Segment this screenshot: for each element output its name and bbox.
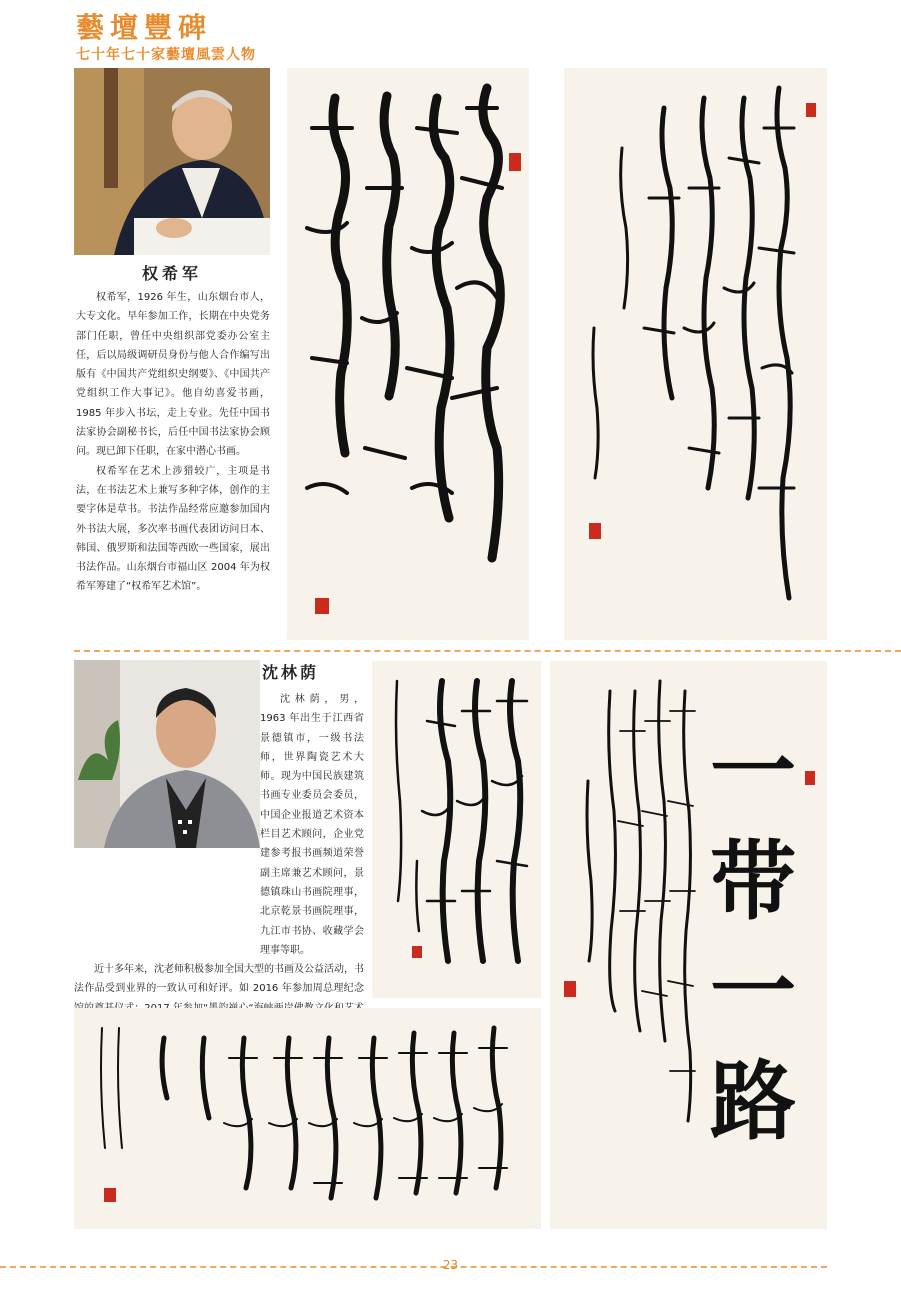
- big-character: 带: [710, 831, 796, 932]
- calligraphy-artwork-2: [564, 68, 827, 640]
- calligraphy-artwork-5: [74, 1008, 541, 1229]
- calligraphy-artwork-1: [287, 68, 529, 640]
- big-character: 路: [710, 1051, 796, 1152]
- big-character: 一: [710, 721, 796, 822]
- artist1-name: 权希军: [141, 264, 202, 283]
- artist2-bio-paragraph: 近十多年来，沈老师积极参加全国大型的书画及公益活动，书法作品受到业界的一致认可和好评。如 2016 年参加周总理纪念: [74, 964, 364, 995]
- artist1-bio-paragraph: 权希军，1926 年生，山东烟台市人，大专文化。早年参加工作，长期在中央党务部门任职，曾任中央组织部党委办公室主任，后以局级调研员身份与他人合作编写出版有《中国共产党组织史纲要》、《中国共产党组织工作大事记》。他自幼喜爱书画，1985 年步入书坛，走上专业。先任中国书法家协会副秘书长，后任中国书法家协会顾问。现已卸下任职，在家中潜心书画。: [76, 292, 270, 458]
- artist2-name: 沈林荫: [262, 663, 320, 682]
- magazine-title: 藝壇豐碑: [76, 11, 213, 44]
- artist1-bio: [76, 288, 270, 597]
- artist1-photo: [74, 68, 270, 255]
- page-number: 23: [442, 1258, 459, 1272]
- artist1-bio-paragraph: 权希军在艺术上涉猎较广，主项是书法，在书法艺术上兼写多种字体，创作的主要字体是草书。书法作品经常应邀参加国内外书法大展，多次率书画代表团访问日本、韩国、俄罗斯和法国等西欧一些国家，展出书法作品。山东烟台市福山区 2004 年为权希军筹建了“权希军艺术馆”。: [76, 465, 270, 593]
- calligraphy-artwork-4: [550, 661, 827, 1229]
- magazine-subtitle: 七十年七十家藝壇風雲人物: [76, 47, 256, 63]
- calligraphy-artwork-3: [372, 661, 541, 998]
- big-character: 一: [710, 941, 796, 1042]
- artist2-bio-paragraph: 沈林荫，男，1963 年出生于江西省景德镇市，一级书法师，世界陶瓷艺术大师。现为中国民族建筑书画专业委员会委员，中国企业报道艺术资本栏目艺术顾问，企业党建参考报书画频道荣誉副主席兼艺术顾问，景德镇珠山书画院理事，北京乾景书画院理事，九江市书协、收藏学会理事等职。: [260, 694, 364, 956]
- section-divider: [74, 650, 901, 652]
